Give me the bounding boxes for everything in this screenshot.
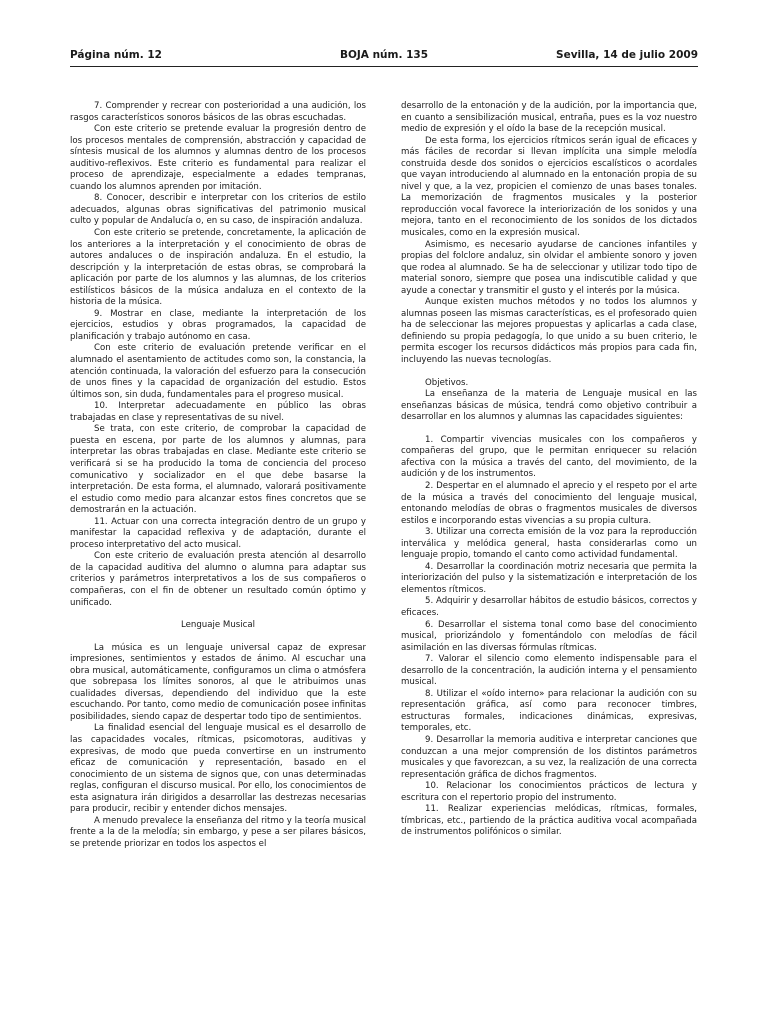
paragraph: A menudo prevalece la enseñanza del ritmo y la teoría musical frente a la de la melodía; sin embargo, y pese a ser pilares básicos, se pretende priorizar en todos los aspectos el [70, 815, 366, 849]
objective-item: 9. Desarrollar la memoria auditiva e interpretar canciones que conduzcan a una mejor comprensión de los distintos parámetros musicales y que favorezcan, a su vez, la realización de una correcta representación gráfica de dichos fragmentos. [401, 734, 697, 780]
paragraph: Asimismo, es necesario ayudarse de canciones infantiles y propias del folclore andaluz, sin olvidar el ambiente sonoro y joven que rodea al alumnado. Se ha de seleccionar y utilizar todo tipo de material sonoro, siempre que posea una indiscutible calidad y que ayude a conectar y transmitir el gusto y el interés por la música. [401, 239, 697, 296]
right-column [401, 101, 697, 981]
objectives-heading: Objetivos. [425, 377, 469, 388]
paragraph: La música es un lenguaje universal capaz de expresar impresiones, sentimientos y estados de ánimo. Al escuchar una obra musical, automáticamente, configuramos un clima o atmósfera que sobrepasa los límites sonoros, al que le atribuimos unas cualidades diversas, dependiendo del individuo que la este escuchando. Por tanto, como medio de comunicación posee infinitas posibilidades, siendo capaz de despertar todo tipo de sentimientos. [70, 642, 366, 722]
paragraph-criterion-11: 11. Actuar con una correcta integración dentro de un grupo y manifestar la capacidad reflexiva y de adaptación, durante el proceso interpretativo del acto musical. [70, 516, 366, 550]
page-number: Página núm. 12 [70, 49, 162, 61]
paragraph: Con este criterio de evaluación presta atención al desarrollo de la capacidad auditiva del alumno o alumna para adaptar sus criterios y parámetros interpretativos a los de sus compañeros o compañeras, con el fin de obtener un resultado común óptimo y unificado. [70, 551, 366, 608]
paragraph: De esta forma, los ejercicios rítmicos serán igual de eficaces y más fáciles de recordar si llevan implícita una simple melodía construida desde dos sonidos o ejercicios escalísticos o acordales que vayan introduciendo al alumnado en la entonación propia de su nivel y que, a la vez, propicien el comienzo de unas bases tonales. La memorización de fragmentos musicales y la posterior reproducción vocal favorece la interiorización de los sonidos y una mejora, tanto en el reconocimiento de los sonidos de los dictados musicales, como en la expresión musical. [401, 135, 697, 239]
left-column [70, 101, 366, 981]
paragraph-criterion-9: 9. Mostrar en clase, mediante la interpretación de los ejercicios, estudios y obras programados, la capacidad de planificación y trabajo autónomo en casa. [70, 308, 366, 342]
paragraph-criterion-10: 10. Interpretar adecuadamente en público las obras trabajadas en clase y representativas de su nivel. [70, 401, 366, 423]
objective-item: 5. Adquirir y desarrollar hábitos de estudio básicos, correctos y eficaces. [401, 596, 697, 618]
paragraph: Aunque existen muchos métodos y no todos los alumnos y alumnas poseen las mismas características, es el profesorado quien ha de seleccionar las mejores propuestas y aplicarlas a cada clase, definiendo su propia pedagogía, lo que unido a su buen criterio, le permita escoger los recursos didácticos más propios para cada fin, incluyendo las nuevas tecnologías. [401, 297, 697, 366]
objective-item: 10. Relacionar los conocimientos prácticos de lectura y escritura con el repertorio propio del instrumento. [401, 781, 697, 803]
section-heading: Lenguaje Musical [180, 620, 256, 631]
objective-item: 1. Compartir vivencias musicales con los compañeros y compañeras del grupo, que le permitan enriquecer su relación afectiva con la música a través del canto, del movimiento, de la audición y de los instrumentos. [401, 434, 697, 480]
paragraph: Con este criterio se pretende, concretamente, la aplicación de los anteriores a la interpretación y el conocimiento de obras de autores andaluces o de inspiración andaluza. En el estudio, la descripción y la interpretación de estas obras, se comprobará la aplicación por parte de los alumnos y las alumnas, de los criterios estilísticos básicos de la música andaluza en el contexto de la historia de la música. [70, 228, 366, 308]
paragraph: La enseñanza de la materia de Lenguaje musical en las enseñanzas básicas de música, tendrá como objetivo contribuir a desarrollar en los alumnos y alumnas las capacidades siguientes: [401, 389, 697, 423]
paragraph: Se trata, con este criterio, de comprobar la capacidad de puesta en escena, por parte de los alumnos y alumnas, para interpretar las obras trabajadas en clase. Mediante este criterio se verificará si se ha producido la toma de conciencia del proceso comunicativo y socializador en el que debe basarse la interpretación. De esta forma, el alumnado, valorará positivamente el estudio como medio para alcanzar estos fines concretos que se demostrarán en la actuación. [70, 424, 366, 516]
objective-item: 6. Desarrollar el sistema tonal como base del conocimiento musical, priorizándolo y fomentándolo con melodías de fácil asimilación en las diversas fórmulas rítmicas. [401, 619, 697, 653]
paragraph-continuation: desarrollo de la entonación y de la audición, por la importancia que, en cuanto a sensibilización musical, entraña, pues es la voz nuestro medio de expresión y el oído la base de la recepción musical. [401, 101, 697, 135]
objective-item: 3. Utilizar una correcta emisión de la voz para la reproducción interválica y melódica general, hasta considerarlas como un lenguaje propio, tomando el canto como actividad fundamental. [401, 527, 697, 561]
objective-item: 2. Despertar en el alumnado el aprecio y el respeto por el arte de la música a través del conocimiento del lenguaje musical, entonando melodías de obras o fragmentos musicales de diversos estilos e incorporando estas vivencias a su propia cultura. [401, 480, 697, 526]
objective-item: 4. Desarrollar la coordinación motriz necesaria que permita la interiorización del pulso y la sistematización e interpretación de los elementos rítmicos. [401, 561, 697, 595]
objective-item: 11. Realizar experiencias melódicas, rítmicas, formales, tímbricas, etc., partiendo de la práctica auditiva vocal acompañada de instrumentos polifónicos o similar. [401, 804, 697, 838]
objective-item: 7. Valorar el silencio como elemento indispensable para el desarrollo de la concentración, la audición interna y el pensamiento musical. [401, 654, 697, 688]
paragraph: La finalidad esencial del lenguaje musical es el desarrollo de las capacidades vocales, rítmicas, psicomotoras, auditivas y expresivas, de modo que pueda convertirse en un instrumento eficaz de comunicación y representación, basado en el conocimiento de un sistema de signos que, con unas determinadas reglas, configuran el discurso musical. Por ello, los conocimientos de esta asignatura irán dirigidos a desarrollar las destrezas necesarias para producir, recibir y entender dichos mensajes. [70, 723, 366, 815]
paragraph-criterion-8: 8. Conocer, describir e interpretar con los criterios de estilo adecuados, algunas obras significativas del patrimonio musical culto y popular de Andalucía o, en su caso, de inspiración andaluza. [70, 193, 366, 227]
paragraph-criterion-7: 7. Comprender y recrear con posterioridad a una audición, los rasgos característicos sonoros básicos de las obras escuchadas. [70, 101, 366, 123]
paragraph: Con este criterio de evaluación pretende verificar en el alumnado el asentamiento de actitudes como son, la constancia, la atención continuada, la valoración del esfuerzo para la consecución de unos fines y la capacidad de organización del estudio. Estos últimos son, sin duda, fundamentales para el progreso musical. [70, 343, 366, 400]
publication-date: Sevilla, 14 de julio 2009 [556, 49, 698, 61]
objective-item: 8. Utilizar el «oído interno» para relacionar la audición con su representación gráfica, así como para reconocer timbres, estructuras formales, indicaciones dinámicas, expresivas, temporales, etc. [401, 688, 697, 734]
header-rule [70, 66, 698, 67]
paragraph: Con este criterio se pretende evaluar la progresión dentro de los procesos mentales de comprensión, abstracción y capacidad de síntesis musical de los alumnos y alumnas dentro de los procesos auditivo-reflexivos. Este criterio es fundamental para realizar el proceso de aprendizaje, especialmente a edades tempranas, cuando los alumnos aprenden por imitación. [70, 124, 366, 192]
bulletin-number: BOJA núm. 135 [339, 49, 429, 61]
page-header [70, 49, 698, 65]
